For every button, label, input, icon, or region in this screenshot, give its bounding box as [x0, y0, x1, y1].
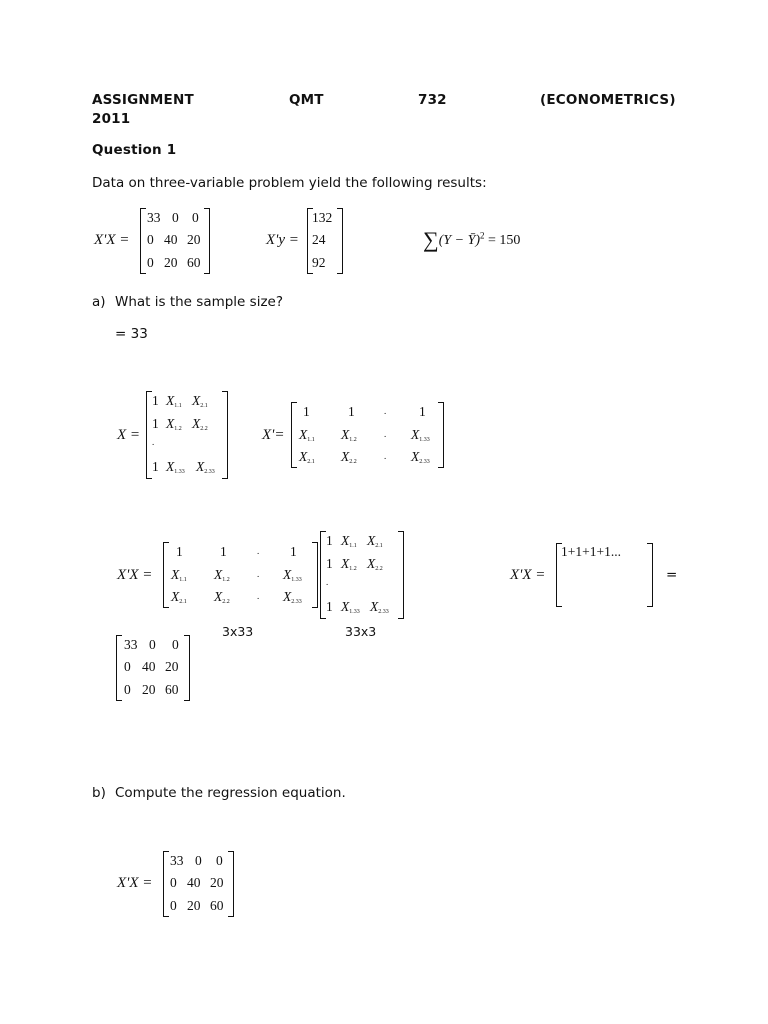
matrix-cell: $X_{1.2}$: [341, 427, 357, 443]
dim-right: 33x3: [345, 624, 377, 639]
matrix-cell: $X_{2.33}$: [283, 589, 302, 605]
dim-left: 3x33: [222, 624, 254, 639]
matrix-cell: $X_{2.33}$: [411, 449, 430, 465]
matrix-cell: $X_{1.33}$: [283, 567, 302, 583]
x-def-label: X =: [117, 427, 141, 443]
matrix-cell: 40: [164, 232, 178, 247]
matrix-cell: $X_{1.33}$: [341, 599, 360, 615]
matrix-dot: .: [257, 546, 260, 556]
matrix-cell: $X_{2.2}$: [192, 416, 208, 432]
matrix-cell: $X_{2.2}$: [214, 589, 230, 605]
matrix-cell: $X_{2.2}$: [367, 556, 383, 572]
matrix-cell: 1+1+1+1...: [561, 544, 621, 559]
product-rhs-label: X'X =: [510, 567, 546, 583]
matrix-cell: 60: [187, 255, 201, 270]
vector-cell: 92: [312, 255, 326, 270]
product-equals: =: [666, 567, 678, 583]
matrix-cell: 1: [152, 393, 159, 408]
matrix-cell: 1: [303, 404, 310, 419]
matrix-cell: $X_{1.1}$: [171, 567, 187, 583]
matrix-dot: .: [152, 437, 155, 447]
matrix-cell: 33: [124, 637, 138, 652]
given-xty-vector: [307, 208, 343, 274]
matrix-cell: $X_{2.1}$: [367, 533, 383, 549]
sigma-symbol: ∑: [423, 227, 439, 252]
matrix-cell: $X_{2.1}$: [192, 393, 208, 409]
matrix-cell: $X_{1.2}$: [341, 556, 357, 572]
matrix-cell: 0: [170, 898, 177, 913]
matrix-cell: 0: [149, 637, 156, 652]
matrix-cell: 20: [210, 875, 224, 890]
sum-of-squares: [423, 227, 520, 253]
matrix-cell: 60: [165, 682, 179, 697]
matrix-cell: 20: [165, 659, 179, 674]
matrix-cell: $X_{2.33}$: [196, 459, 215, 475]
product-rhs-matrix: [556, 543, 653, 607]
matrix-cell: 0: [147, 232, 154, 247]
matrix-dot: .: [384, 451, 387, 461]
given-xty-label: X'y =: [266, 232, 299, 248]
sum-expression: (Y − Ȳ): [438, 233, 481, 248]
matrix-cell: 1: [326, 599, 333, 614]
matrix-cell: $X_{1.2}$: [214, 567, 230, 583]
matrix-cell: 33: [170, 853, 184, 868]
matrix-cell: $X_{2.33}$: [370, 599, 389, 615]
header-course-name: (ECONOMETRICS): [540, 92, 676, 108]
matrix-cell: 1: [348, 404, 355, 419]
part-b-question: Compute the regression equation.: [115, 785, 346, 801]
matrix-cell: 0: [124, 682, 131, 697]
xt-matrix: [291, 402, 444, 468]
matrix-dot: .: [384, 429, 387, 439]
matrix-cell: 1: [220, 544, 227, 559]
sum-exponent: 2: [480, 230, 485, 241]
header-course-code: QMT: [289, 92, 324, 108]
question-title: Question 1: [92, 142, 177, 158]
product-x-matrix: [320, 531, 404, 619]
part-b-label: b): [92, 785, 106, 801]
product-result-matrix: [116, 635, 190, 701]
matrix-cell: 1: [326, 556, 333, 571]
sum-value: = 150: [488, 233, 521, 248]
matrix-cell: $X_{2.2}$: [341, 449, 357, 465]
matrix-cell: 1: [176, 544, 183, 559]
matrix-dot: .: [257, 591, 260, 601]
part-b-xtx-matrix: [163, 851, 234, 917]
matrix-cell: 20: [187, 898, 201, 913]
intro-text: Data on three-variable problem yield the following results:: [92, 175, 487, 191]
xt-def-label: X'=: [262, 427, 285, 443]
x-matrix: [146, 391, 228, 479]
matrix-cell: $X_{1.1}$: [166, 393, 182, 409]
header-course-number: 732: [418, 92, 447, 108]
matrix-cell: 0: [170, 875, 177, 890]
given-xtx-matrix: [140, 208, 210, 274]
product-label: X'X =: [117, 567, 153, 583]
vector-cell: 24: [312, 232, 326, 247]
matrix-cell: 1: [290, 544, 297, 559]
matrix-cell: 1: [152, 459, 159, 474]
matrix-cell: 40: [142, 659, 156, 674]
matrix-cell: 1: [419, 404, 426, 419]
matrix-cell: $X_{1.33}$: [411, 427, 430, 443]
matrix-cell: 20: [164, 255, 178, 270]
matrix-cell: 60: [210, 898, 224, 913]
vector-cell: 132: [312, 210, 333, 225]
product-xt-matrix: [163, 542, 318, 608]
matrix-cell: 0: [195, 853, 202, 868]
matrix-cell: $X_{1.1}$: [341, 533, 357, 549]
part-b-xtx-label: X'X =: [117, 875, 153, 891]
matrix-cell: 0: [147, 255, 154, 270]
part-a-label: a): [92, 294, 106, 310]
matrix-cell: 40: [187, 875, 201, 890]
matrix-cell: 1: [152, 416, 159, 431]
matrix-cell: 0: [192, 210, 199, 225]
part-a-question: What is the sample size?: [115, 294, 283, 310]
matrix-cell: $X_{1.1}$: [299, 427, 315, 443]
matrix-cell: $X_{1.2}$: [166, 416, 182, 432]
given-xtx-label: X'X =: [94, 232, 130, 248]
part-a-answer: = 33: [115, 326, 148, 342]
matrix-cell: 0: [124, 659, 131, 674]
matrix-dot: .: [326, 577, 329, 587]
matrix-dot: .: [384, 406, 387, 416]
matrix-cell: 33: [147, 210, 161, 225]
matrix-cell: 20: [142, 682, 156, 697]
matrix-cell: $X_{2.1}$: [171, 589, 187, 605]
matrix-cell: 0: [216, 853, 223, 868]
matrix-cell: $X_{2.1}$: [299, 449, 315, 465]
matrix-dot: .: [257, 569, 260, 579]
matrix-cell: 1: [326, 533, 333, 548]
header-year: 2011: [92, 111, 131, 127]
matrix-cell: 20: [187, 232, 201, 247]
header-assignment: ASSIGNMENT: [92, 92, 194, 108]
matrix-cell: $X_{1.33}$: [166, 459, 185, 475]
matrix-cell: 0: [172, 210, 179, 225]
matrix-cell: 0: [172, 637, 179, 652]
